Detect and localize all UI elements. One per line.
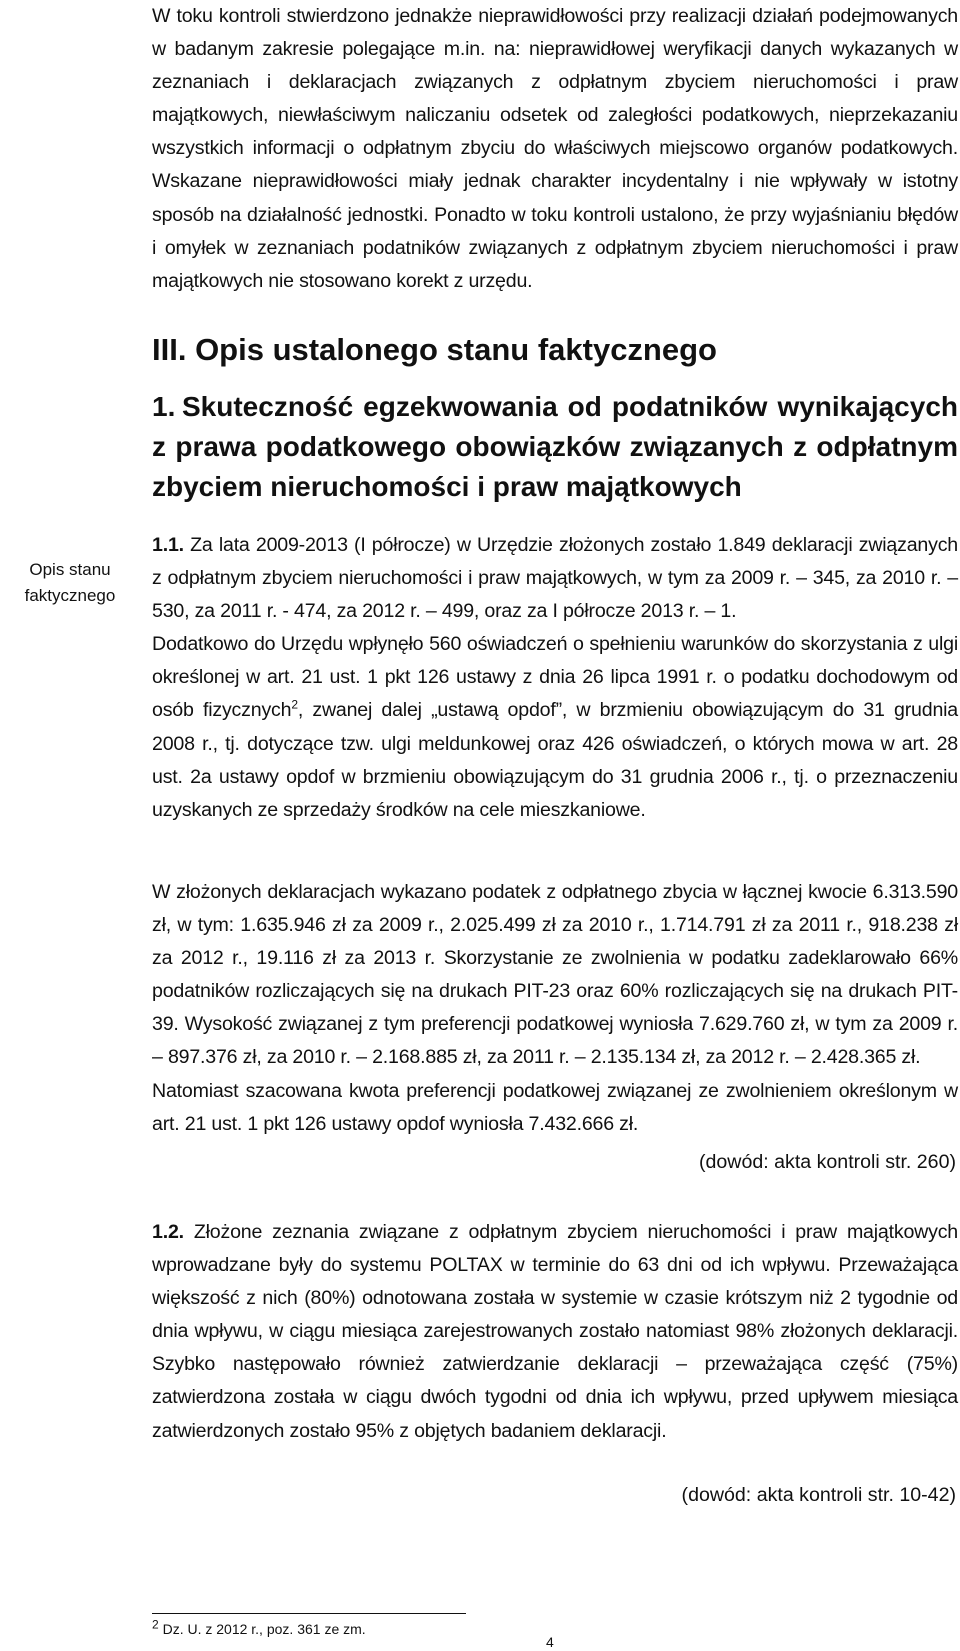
footnote-marker: 2 (152, 1617, 159, 1632)
item-1-1-p2-text-a: Dodatkowo do Urzędu wpłynęło 560 oświadczeń o spełnieniu warunków do skorzystania z ulgi określonej w art. 21 ust. 1 pkt 126 ustawy z dnia 26 lipca 1991 r. o podatku dochodowym od osób fizycznych (152, 633, 958, 722)
subsection-title: Skuteczność egzekwowania od podatników wynikających z prawa podatkowego obowiązków związanych z odpłatnym zbyciem nieruchomości i praw majątkowych (152, 391, 958, 502)
evidence-note-2: (dowód: akta kontroli str. 10-42) (681, 1484, 956, 1506)
evidence-note-1: (dowód: akta kontroli str. 260) (698, 1151, 956, 1173)
item-1-1-paragraph-3: W złożonych deklaracjach wykazano podatek z odpłatnego zbycia w łącznej kwocie 6.313.590 zł, w tym: 1.635.946 zł za 2009 r., 2.025.499 zł za 2010 r., 1.714.791 zł za 2011 r., 918.238 zł za 2012 r., 19.116 zł za 2013 r. Skorzystanie ze zwolnienia w podatku zadeklarowało 66% podatników rozliczających się na drukach PIT-23 oraz 60% rozliczających się na drukach PIT-39. Wysokość związanej z tym preferencji podatkowej wyniosła 7.629.760 zł, w tym za 2009 r. – 897.376 zł, za 2010 r. – 2.168.885 zł, za 2011 r. – 2.135.134 zł, za 2012 r. – 2.428.365 zł. (152, 881, 958, 1069)
item-1-2 (152, 1216, 958, 1448)
margin-note-line1: Opis stanu (29, 560, 111, 579)
item-1-1-paragraph-2 (152, 628, 958, 827)
subsection-heading (152, 387, 958, 507)
footnote-divider (152, 1613, 466, 1614)
item-1-1-continued (152, 876, 958, 1141)
item-1-1-number: 1.1. (152, 534, 184, 556)
item-1-1-p1-text: Za lata 2009-2013 (I półrocze) w Urzędzie złożonych zostało 1.849 deklaracji związanych z odpłatnym zbyciem nieruchomości i praw majątkowych, w tym za 2009 r. – 345, za 2010 r. – 530, za 2011 r. - 474, za 2012 r. – 499, oraz za I półrocze 2013 r. – 1. (152, 534, 959, 623)
intro-paragraph-text: W toku kontroli stwierdzono jednakże nieprawidłowości przy realizacji działań podejmowanych w badanym zakresie polegające m.in. na: nieprawidłowej weryfikacji danych wykazanych w zeznaniach i deklaracjach związanych z odpłatnym zbyciem nieruchomości i praw majątkowych, niewłaściwym naliczaniu odsetek od zaległości podatkowych, nieprzekazaniu wszystkich informacji o odpłatnym zbyciu do właściwych miejscowo organów podatkowych. Wskazane nieprawidłowości miały jednak charakter incydentalny i nie wpływały w istotny sposób na działalność jednostki. Ponadto w toku kontroli ustalono, że przy wyjaśnianiu błędów i omyłek w zeznaniach podatników związanych z odpłatnym zbyciem nieruchomości i praw majątkowych nie stosowano korekt z urzędu. (152, 5, 958, 292)
footnote (152, 1617, 366, 1638)
item-1-1-paragraph-4: Natomiast szacowana kwota preferencji podatkowej związanej ze zwolnieniem określonym w art. 21 ust. 1 pkt 126 ustawy opdof wyniosła 7.432.666 zł. (152, 1079, 958, 1135)
subsection-number: 1. (152, 391, 176, 422)
item-1-1-paragraph-1 (152, 529, 958, 628)
section-heading: III. Opis ustalonego stanu faktycznego (152, 332, 717, 367)
item-1-2-paragraph (152, 1216, 958, 1448)
item-1-1-p2-text-b: , zwanej dalej „ustawą opdof”, w brzmieniu obowiązującym do 31 grudnia 2008 r., tj. dotyczące tzw. ulgi meldunkowej oraz 426 oświadczeń, o których mowa w art. 28 ust. 2a ustawy opdof w brzmieniu obowiązującym do 31 grudnia 2006 r., tj. o przeznaczeniu uzyskanych ze sprzedaży środków na cele mieszkaniowe. (152, 699, 958, 821)
margin-note (0, 557, 140, 609)
item-1-2-number: 1.2. (152, 1221, 184, 1243)
page-number: 4 (546, 1634, 554, 1650)
footnote-text: Dz. U. z 2012 r., poz. 361 ze zm. (162, 1621, 366, 1637)
intro-paragraph (152, 0, 958, 298)
item-1-1 (152, 529, 958, 827)
item-1-2-text: Złożone zeznania związane z odpłatnym zbyciem nieruchomości i praw majątkowych wprowadzane były do systemu POLTAX w terminie do 63 dni od ich wpływu. Przeważająca większość z nich (80%) odnotowana została w systemie w czasie krótszym niż 2 tygodnie od dnia wpływu, w ciągu miesiąca zarejestrowanych zostało natomiast 98% złożonych deklaracji. Szybko następowało również zatwierdzanie deklaracji – przeważająca część (75%) zatwierdzona została w ciągu dwóch tygodni od dnia ich wpływu, przed upływem miesiąca zatwierdzonych zostało 95% z objętych badaniem deklaracji. (152, 1221, 958, 1442)
footnote-reference: 2 (291, 697, 298, 712)
margin-note-line2: faktycznego (24, 586, 116, 605)
